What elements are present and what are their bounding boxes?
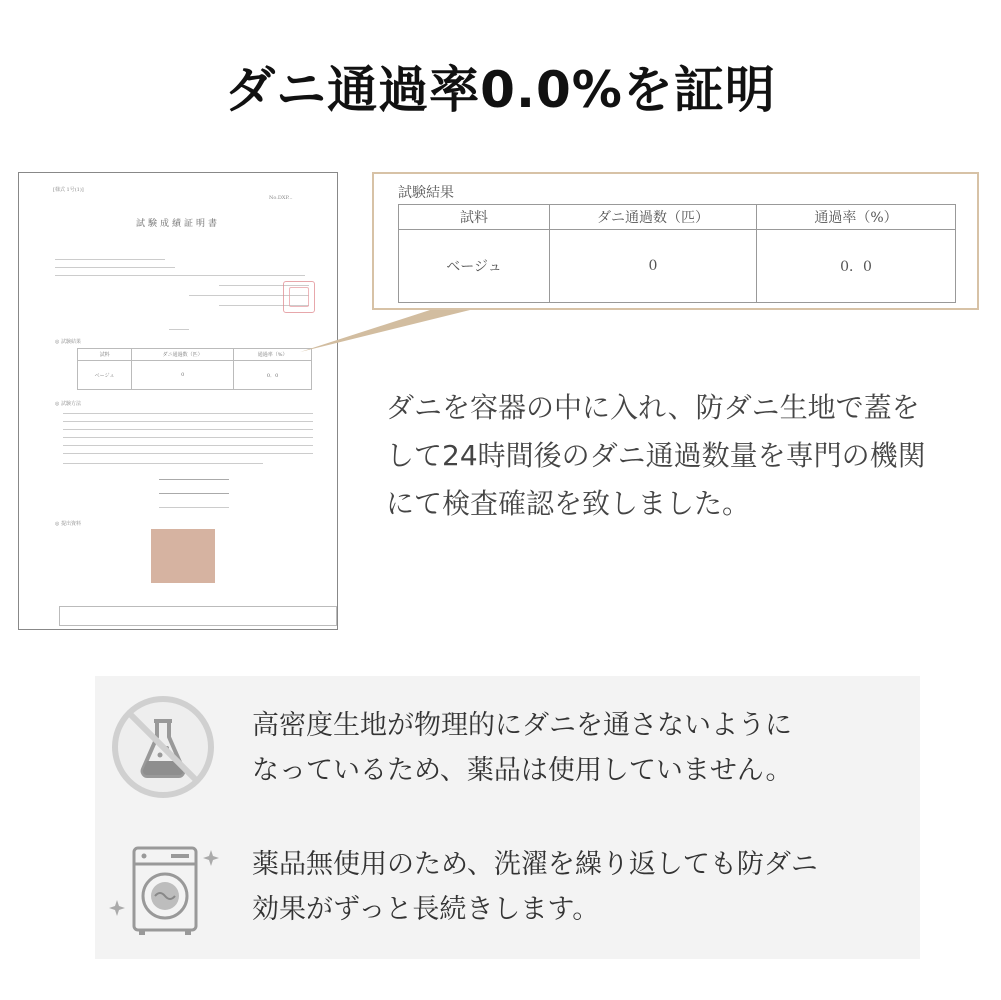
mini-cell: 0．0 [234,361,312,390]
text-line [63,421,313,422]
section-result-label: ◎ 試験結果 [55,339,81,345]
feature-line: 高密度生地が物理的にダニを通さないように [252,710,792,741]
feature-line: なっているため、薬品は使用していません。 [252,755,793,786]
section-method-label: ◎ 試験方法 [55,401,81,407]
certificate-title: 試験成績証明書 [135,219,220,229]
result-zoom-label: 試験結果 [398,185,454,201]
fabric-swatch [151,529,215,583]
result-header-rate: 通過率（%） [757,205,956,230]
mini-cell: ベージュ [78,361,132,390]
no-chemical-flask-icon [109,693,217,801]
result-cell-sample: ベージュ [399,230,550,303]
result-header-sample: 試料 [399,205,550,230]
formula-line [159,493,229,494]
text-line [55,259,165,260]
page-title: ダニ通過率0.0%を証明 [225,61,776,119]
text-line [63,445,313,446]
text-line [55,267,175,268]
feature-text-no-chemicals [252,703,912,793]
feature-line: 効果がずっと長続きします。 [252,894,600,925]
mini-header-cell: 通過率（%） [234,349,312,361]
washing-machine-icon [107,844,223,938]
mini-header-cell: 試料 [78,349,132,361]
text-line [169,329,189,330]
official-seal [283,281,315,313]
form-label: [様式 1号(1)] [53,187,84,193]
text-line [55,275,305,276]
doc-number: No.DXP... [269,195,293,201]
text-line [63,437,313,438]
mini-cell: 0 [132,361,234,390]
text-line [63,463,263,464]
formula-line [159,479,229,480]
description-line: ダニを容器の中に入れ、防ダニ生地で蓋を [386,391,920,424]
feature-text-wash-durability [252,842,912,932]
text-line [159,507,229,508]
result-table [398,204,956,303]
description-line: にて検査確認を致しました。 [386,487,751,520]
result-header-count: ダニ通過数（匹） [550,205,757,230]
result-cell-rate: 0．0 [757,230,956,303]
footnote-box [59,606,337,626]
result-zoom-callout [372,172,979,310]
text-line [63,453,313,454]
text-line [63,429,313,430]
feature-line: 薬品無使用のため、洗濯を繰り返しても防ダニ [252,849,818,880]
section-material-label: ◎ 提出資料 [55,521,81,527]
description-line: して24時間後のダニ通過数量を専門の機関 [386,439,926,472]
mini-header-cell: ダニ通過数（匹） [132,349,234,361]
mini-result-table [77,348,312,390]
test-description [386,384,986,528]
result-cell-count: 0 [550,230,757,303]
feature-info-panel [95,676,920,959]
text-line [63,413,313,414]
test-certificate-document [18,172,338,630]
